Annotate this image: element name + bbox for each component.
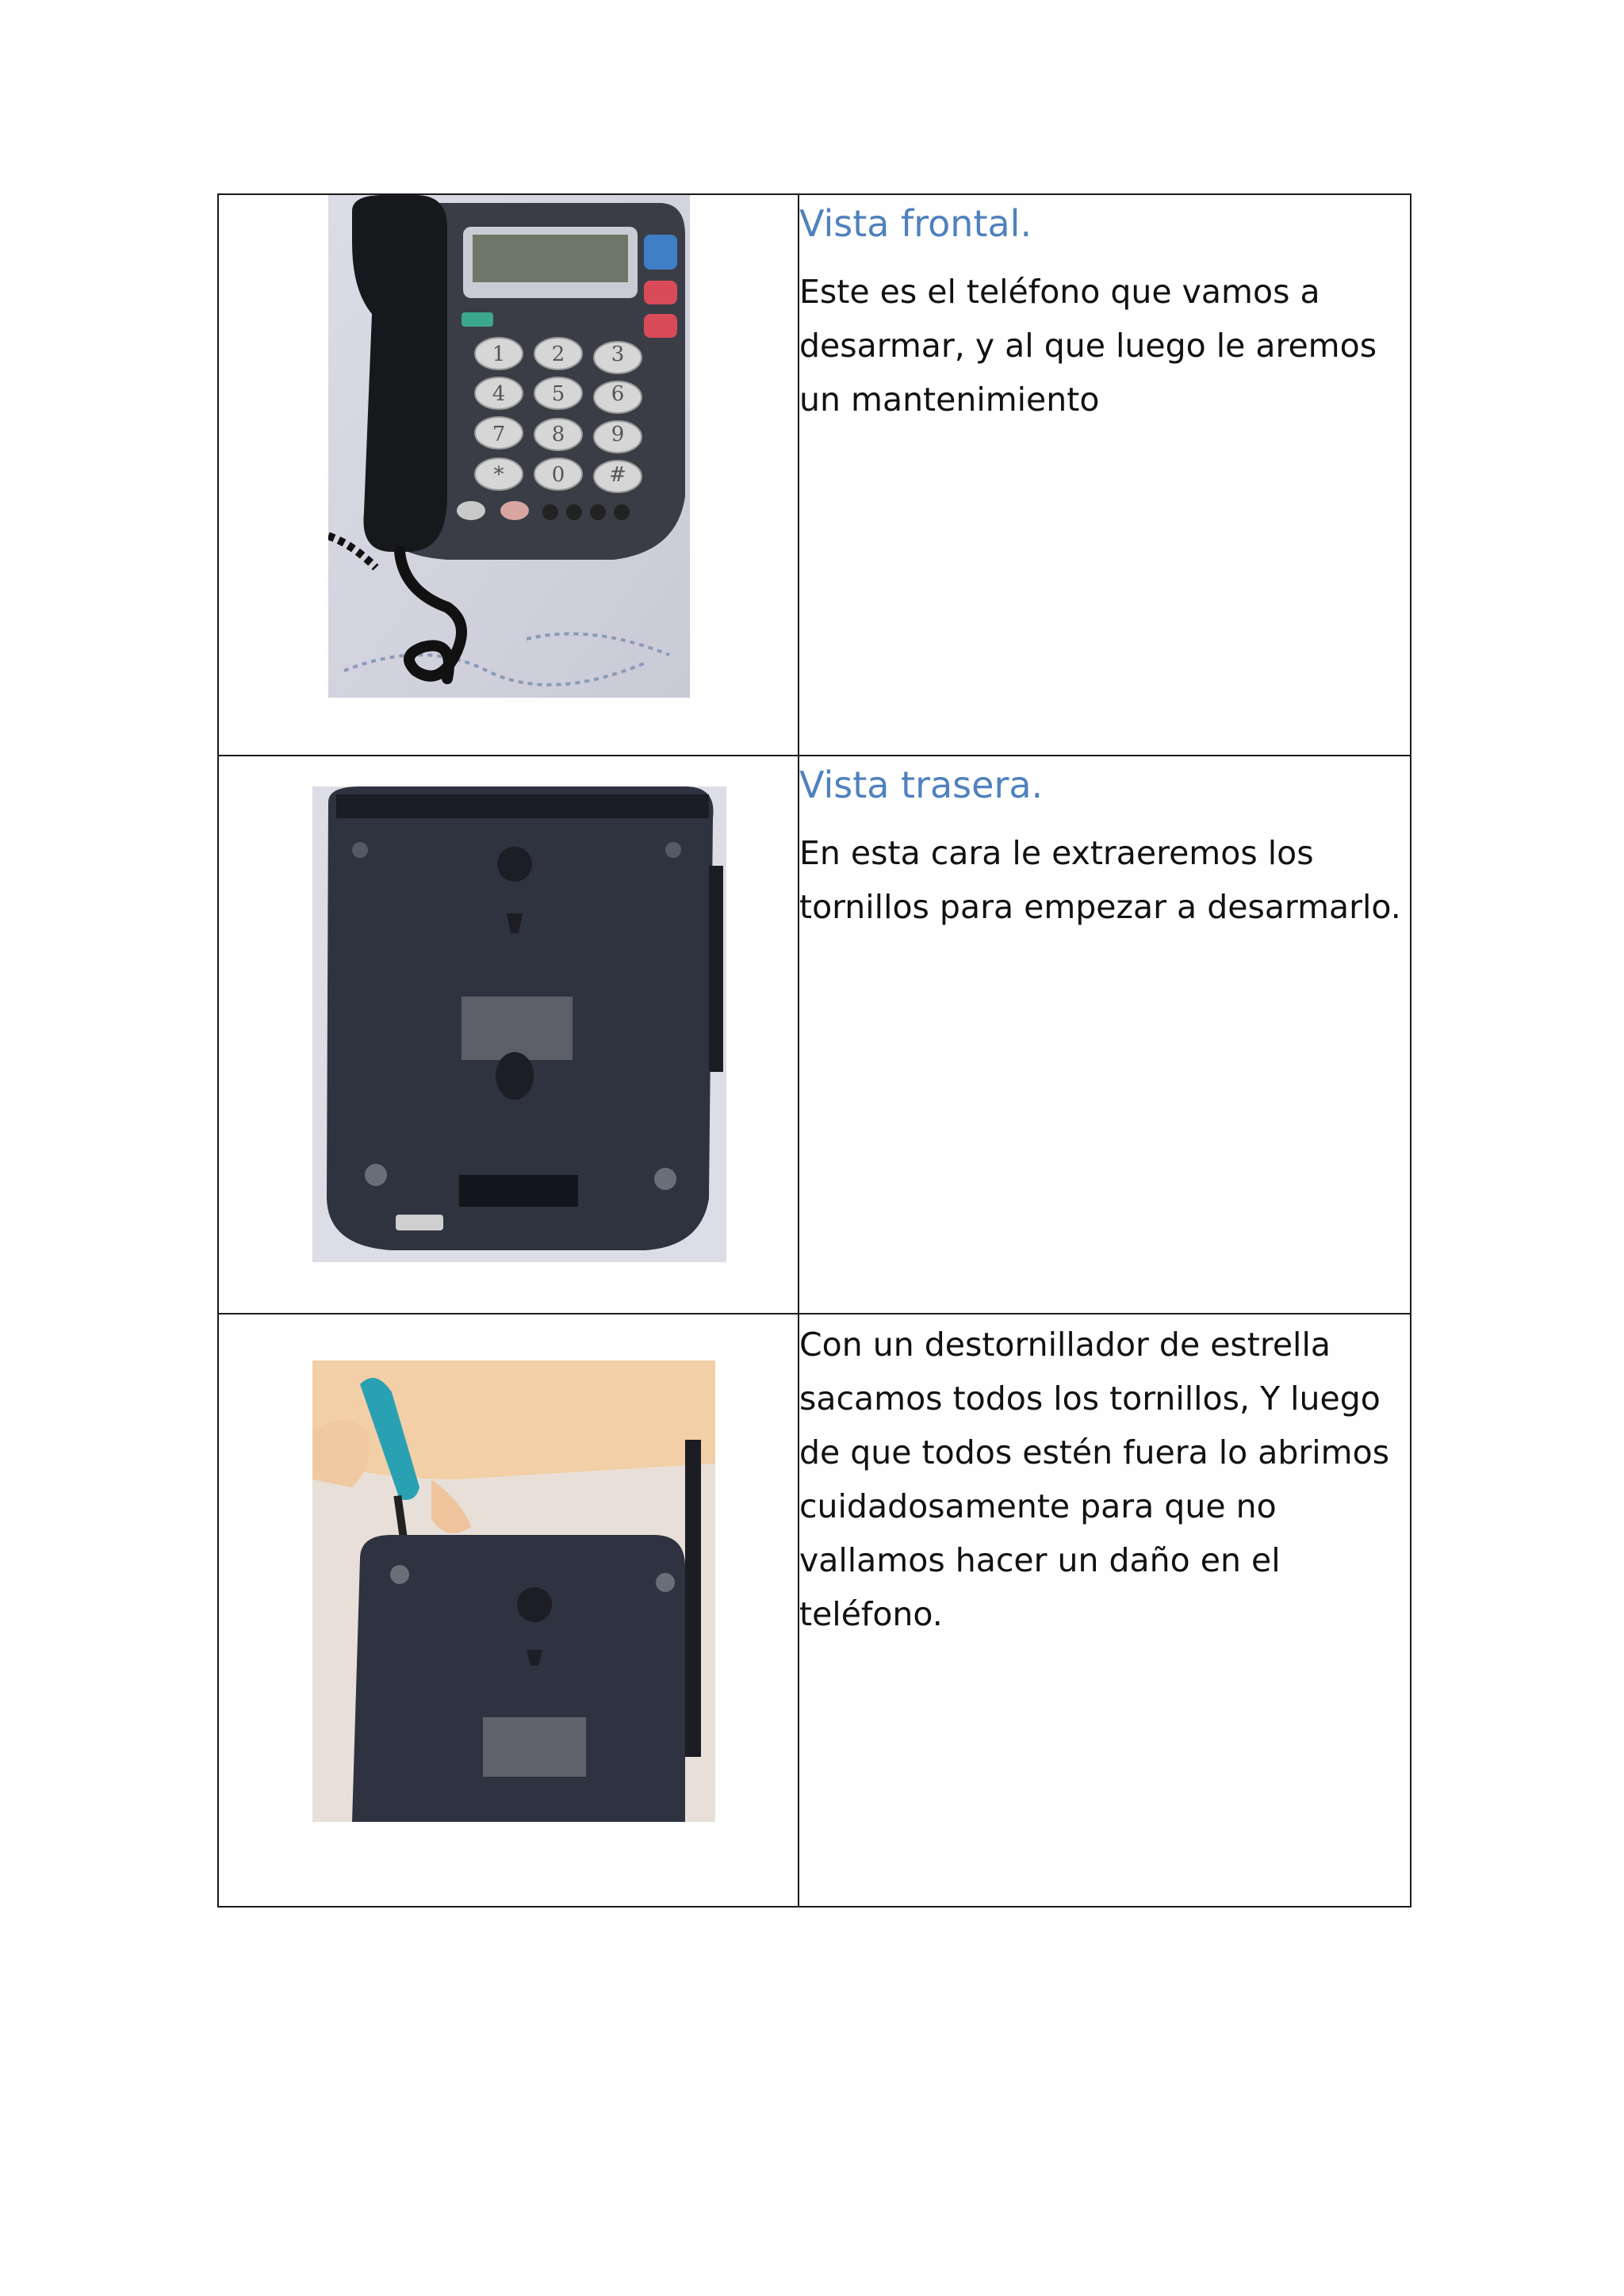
keypad-key-label: 8 — [551, 423, 565, 446]
section-heading: Vista trasera. — [799, 763, 1044, 806]
text-cell — [799, 194, 1411, 756]
section-heading: Vista frontal. — [799, 202, 1032, 245]
text-cell — [799, 1314, 1411, 1907]
keypad-key-label: * — [493, 463, 504, 487]
image-cell — [218, 194, 799, 756]
table-row — [218, 1314, 1411, 1907]
image-cell — [218, 1314, 799, 1907]
keypad-key-label: 2 — [551, 342, 565, 366]
keypad-key-label: 4 — [492, 382, 506, 406]
description-text: Este es el teléfono que vamos a desarmar, y al que luego le aremos un mantenimiento — [799, 273, 1377, 419]
keypad-key-label: 5 — [551, 382, 565, 406]
keypad-key-label: 1 — [492, 342, 506, 366]
description-text: Con un destornillador de estrella sacamos todos los tornillos, Y luego de que todos estén fuera lo abrimos cuidadosamente para que no vallamos hacer un daño en el teléfono. — [799, 1326, 1390, 1633]
keypad-key-label: 3 — [611, 342, 625, 366]
keypad-key-label: 9 — [611, 423, 625, 446]
image-cell — [218, 756, 799, 1314]
telephone-front-photo — [328, 195, 690, 698]
text-cell — [799, 756, 1411, 1314]
screwdriver-photo — [312, 1360, 715, 1822]
instructions-table — [217, 193, 1411, 1908]
telephone-back-photo — [312, 786, 726, 1262]
table-row — [218, 756, 1411, 1314]
table-row — [218, 194, 1411, 756]
keypad-key-label: # — [609, 463, 626, 487]
description-text: En esta cara le extraeremos los tornillos para empezar a desarmarlo. — [799, 834, 1401, 926]
keypad-key-label: 7 — [492, 423, 506, 446]
keypad-key-label: 0 — [551, 463, 565, 487]
keypad-key-label: 6 — [611, 382, 625, 406]
